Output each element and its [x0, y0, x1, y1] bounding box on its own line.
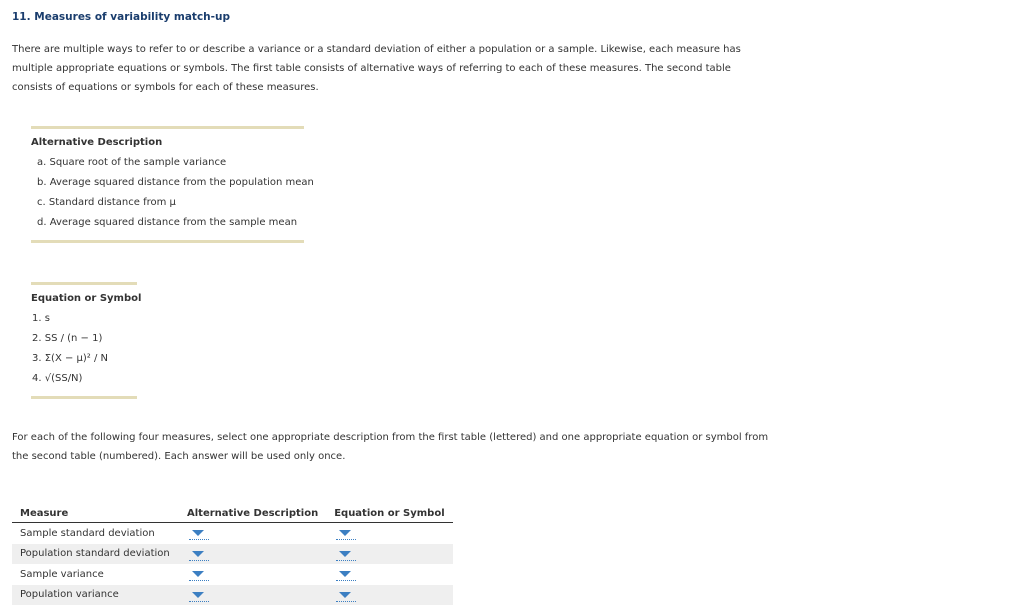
- table2-item-1: 1. s: [32, 313, 50, 324]
- table-row: [12, 564, 453, 585]
- table1-item-b: b. Average squared distance from the population mean: [37, 177, 314, 188]
- table2-item-2: 2. SS / (n − 1): [32, 333, 103, 344]
- dropdown-arrow-icon: [192, 551, 204, 557]
- table2-item-4: 4. √(SS/N): [32, 373, 83, 384]
- dropdown-arrow-icon: [192, 592, 204, 598]
- table2-bottom-rule: [31, 396, 137, 399]
- equation-dropdown[interactable]: [336, 547, 356, 561]
- description-dropdown[interactable]: [189, 567, 209, 581]
- table1-list: [37, 153, 314, 233]
- dropdown-arrow-icon: [339, 551, 351, 557]
- measure-label: Population variance: [12, 585, 179, 606]
- table-row: [12, 523, 453, 544]
- table-row: [12, 585, 453, 606]
- equation-cell: [326, 564, 452, 585]
- table2-top-rule: [31, 282, 137, 285]
- table1-item-a: a. Square root of the sample variance: [37, 157, 227, 168]
- measure-label: Sample standard deviation: [20, 527, 155, 539]
- dropdown-arrow-icon: [339, 592, 351, 598]
- description-cell: [179, 523, 326, 544]
- measure-label: Population standard deviation: [12, 544, 179, 565]
- table1-heading: Alternative Description: [31, 137, 163, 148]
- answer-table: [12, 505, 453, 605]
- description-cell: [179, 585, 326, 606]
- table1-top-rule: [31, 126, 304, 129]
- header-equation-or-symbol: Equation or Symbol: [326, 505, 452, 523]
- description-dropdown[interactable]: [189, 588, 209, 602]
- dropdown-arrow-icon: [339, 571, 351, 577]
- equation-dropdown[interactable]: [336, 588, 356, 602]
- measure-label: Sample variance: [20, 568, 104, 580]
- answer-table-header: [12, 505, 453, 523]
- table1-item-c: c. Standard distance from μ: [37, 197, 176, 208]
- equation-cell: [326, 585, 452, 606]
- equation-cell: [326, 544, 452, 565]
- dropdown-arrow-icon: [192, 530, 204, 536]
- dropdown-arrow-icon: [339, 530, 351, 536]
- description-dropdown[interactable]: [189, 547, 209, 561]
- table1-item-d: d. Average squared distance from the sample mean: [37, 217, 298, 228]
- instructions-paragraph: For each of the following four measures, select one appropriate description from the first table (lettered) and one appropriate equation or symbol from the second table (numbered). Each answer will be used only once.: [12, 432, 769, 462]
- description-cell: [179, 544, 326, 565]
- equation-dropdown[interactable]: [336, 526, 356, 540]
- intro-text: [12, 40, 752, 97]
- table2-list: [32, 309, 108, 389]
- table2-item-3: 3. Σ(X − μ)² / N: [32, 353, 109, 364]
- equation-cell: [326, 523, 452, 544]
- dropdown-arrow-icon: [192, 571, 204, 577]
- header-alternative-description: Alternative Description: [179, 505, 326, 523]
- header-measure: Measure: [12, 505, 179, 523]
- equation-dropdown[interactable]: [336, 567, 356, 581]
- table1-bottom-rule: [31, 240, 304, 243]
- table-row: [12, 544, 453, 565]
- description-dropdown[interactable]: [189, 526, 209, 540]
- instructions-text: [12, 428, 772, 466]
- question-title: 11. Measures of variability match-up: [12, 11, 230, 23]
- table2-heading: Equation or Symbol: [31, 293, 142, 304]
- description-cell: [179, 564, 326, 585]
- intro-paragraph: There are multiple ways to refer to or describe a variance or a standard deviation of either a population or a sample. Likewise, each measure has multiple appropriate equations or symbols. The first table consists of alternative ways of referring to each of these measures. The second table consists of equations or symbols for each of these measures.: [12, 44, 741, 93]
